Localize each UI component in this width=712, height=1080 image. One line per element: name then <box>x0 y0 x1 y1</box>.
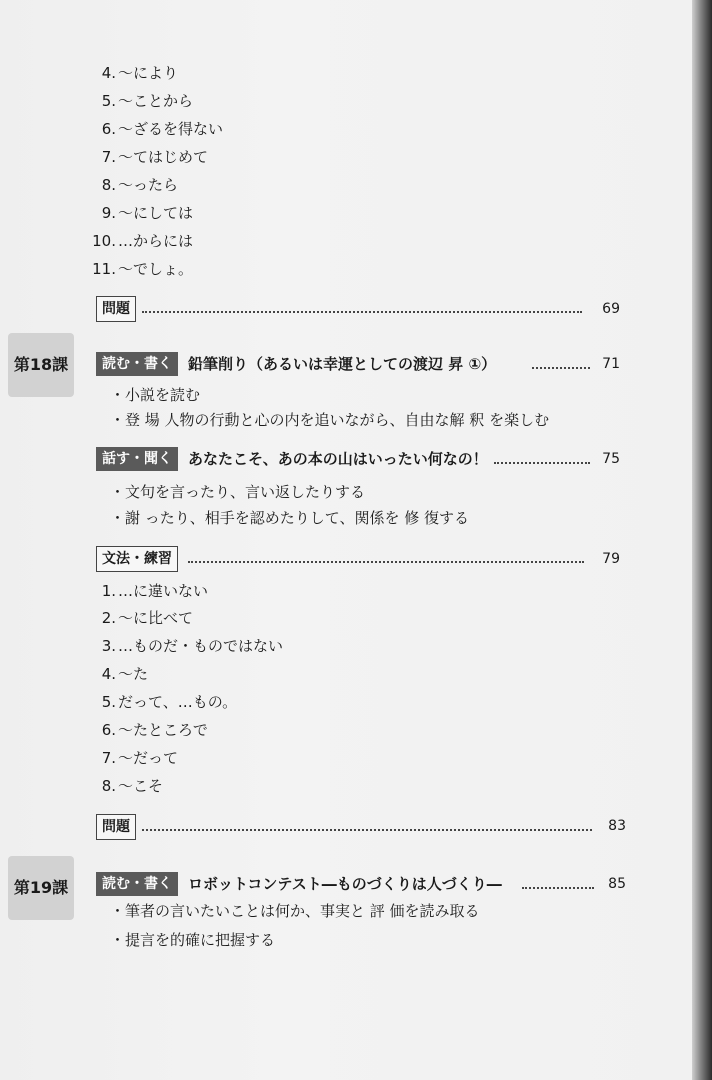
list-item: 8. 〜ったら <box>101 176 179 194</box>
list-item: 1. …に違いない <box>101 582 209 600</box>
page-number: 85 <box>608 876 626 892</box>
page-edge-shadow <box>692 0 712 1080</box>
list-item: 6. 〜たところで <box>101 721 208 739</box>
mondai-label: 問題 <box>96 814 136 840</box>
section-goal: ・文句を言ったり、言い返したりする <box>110 483 366 501</box>
speaking-listening-tag: 話す・聞く <box>96 447 178 471</box>
reading-writing-tag: 読む・書く <box>96 352 178 376</box>
section-title: あなたこそ、あの本の山はいったい何なの！ <box>188 450 488 468</box>
list-item: 11. 〜でしょ。 <box>92 260 194 278</box>
section-title: ロボットコンテスト―ものづくりは人づくり― <box>188 875 502 893</box>
list-item: 6. 〜ざるを得ない <box>101 120 224 138</box>
page-number: 71 <box>602 356 620 372</box>
section-goal: ・筆者の言いたいことは何か、事実と 評 価を読み取る <box>110 902 480 920</box>
page-number: 69 <box>602 301 620 317</box>
list-item: 7. 〜てはじめて <box>101 148 209 166</box>
page-number: 79 <box>602 551 620 567</box>
mondai-label: 問題 <box>96 296 136 322</box>
list-item: 10. …からには <box>92 232 194 250</box>
list-item: 9. 〜にしては <box>101 204 194 222</box>
list-item: 2. 〜に比べて <box>101 609 194 627</box>
list-item: 5. だって、…もの。 <box>101 693 238 711</box>
leader-dots <box>494 462 590 464</box>
leader-dots <box>522 887 594 889</box>
leader-dots <box>142 829 592 831</box>
leader-dots <box>188 561 584 563</box>
lesson-19-badge: 第19課 <box>8 856 74 920</box>
section-goal: ・小説を読む <box>110 386 201 404</box>
list-item: 3. …ものだ・ものではない <box>101 637 284 655</box>
list-item: 4. 〜た <box>101 665 149 683</box>
section-title: 鉛筆削り（あるいは幸運としての渡辺 昇 ①） <box>188 355 497 373</box>
page-number: 75 <box>602 451 620 467</box>
list-item: 7. 〜だって <box>101 749 179 767</box>
leader-dots <box>142 311 582 313</box>
section-goal: ・謝 ったり、相手を認めたりして、関係を 修 復する <box>110 509 470 527</box>
grammar-practice-label: 文法・練習 <box>96 546 178 572</box>
list-item: 8. 〜こそ <box>101 777 164 795</box>
section-goal: ・提言を的確に把握する <box>110 931 276 949</box>
section-goal: ・登 場 人物の行動と心の内を追いながら、自由な解 釈 を楽しむ <box>110 411 550 429</box>
list-item: 5. 〜ことから <box>101 92 194 110</box>
reading-writing-tag: 読む・書く <box>96 872 178 896</box>
list-item: 4. 〜により <box>101 64 179 82</box>
page-number: 83 <box>608 818 626 834</box>
lesson-18-badge: 第18課 <box>8 333 74 397</box>
